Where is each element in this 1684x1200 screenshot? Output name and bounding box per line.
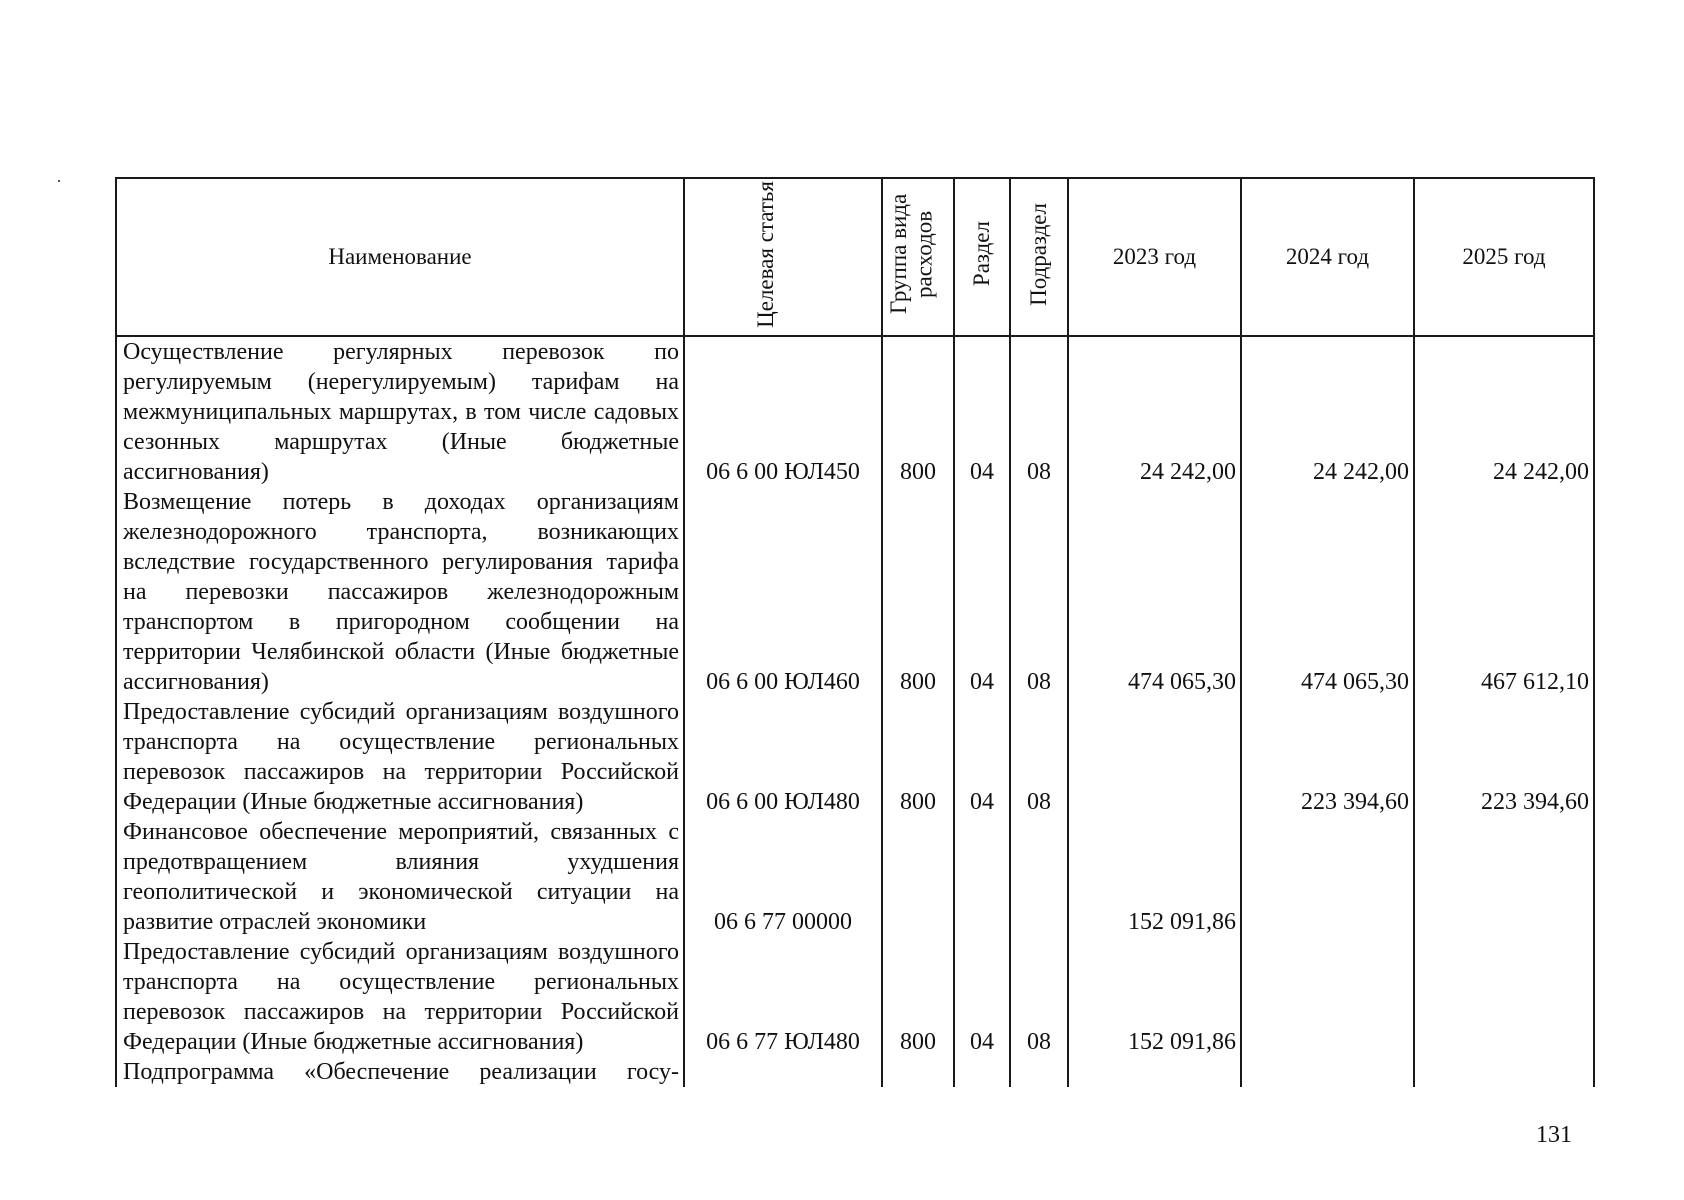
table-row	[116, 817, 1594, 937]
row-2023: 152 091,86	[1068, 937, 1241, 1057]
row-2025: 223 394,60	[1414, 697, 1594, 817]
row-2025	[1414, 1057, 1594, 1087]
row-section: 04	[954, 937, 1010, 1057]
header-2023: 2023 год	[1068, 178, 1241, 336]
row-2024	[1241, 1057, 1414, 1087]
row-group: 800	[882, 697, 954, 817]
table-row	[116, 487, 1594, 697]
page-number: 131	[1536, 1122, 1572, 1148]
row-section: 04	[954, 487, 1010, 697]
row-subsection	[1010, 817, 1068, 937]
row-2023: 24 242,00	[1068, 336, 1241, 487]
row-2025: 24 242,00	[1414, 336, 1594, 487]
row-2024: 474 065,30	[1241, 487, 1414, 697]
row-target: 06 6 77 ЮЛ480	[684, 937, 882, 1057]
row-2025: 467 612,10	[1414, 487, 1594, 697]
row-2023	[1068, 1057, 1241, 1087]
row-subsection: 08	[1010, 697, 1068, 817]
row-target	[684, 1057, 882, 1087]
row-target: 06 6 00 ЮЛ450	[684, 336, 882, 487]
row-section: 04	[954, 697, 1010, 817]
row-name: Финансовое обеспечение мероприятий, связанных с предотвращением влияния ухудшения геополитической и экономической ситуации на развитие отраслей экономики	[116, 817, 684, 937]
header-section: Раздел	[954, 178, 1010, 336]
header-group: Группа вида расходов	[882, 178, 954, 336]
header-2025: 2025 год	[1414, 178, 1594, 336]
row-group	[882, 817, 954, 937]
row-2025	[1414, 937, 1594, 1057]
table-row	[116, 1057, 1594, 1087]
table-row	[116, 937, 1594, 1057]
row-2024	[1241, 817, 1414, 937]
header-2024: 2024 год	[1241, 178, 1414, 336]
row-name: Предоставление субсидий организациям воздушного транспорта на осуществление региональных перевозок пассажиров на территории Российской Федерации (Иные бюджетные ассигнования)	[116, 697, 684, 817]
row-target: 06 6 00 ЮЛ480	[684, 697, 882, 817]
row-group	[882, 1057, 954, 1087]
row-section	[954, 1057, 1010, 1087]
row-2024: 24 242,00	[1241, 336, 1414, 487]
row-target: 06 6 77 00000	[684, 817, 882, 937]
header-subsection: Подраздел	[1010, 178, 1068, 336]
table-header	[116, 178, 1594, 336]
table-body	[116, 336, 1594, 1087]
row-target: 06 6 00 ЮЛ460	[684, 487, 882, 697]
row-2023: 152 091,86	[1068, 817, 1241, 937]
row-name: Подпрограмма «Обеспечение реализации госу-	[116, 1057, 684, 1087]
table-row	[116, 697, 1594, 817]
row-subsection: 08	[1010, 487, 1068, 697]
row-name: Предоставление субсидий организациям воздушного транспорта на осуществление региональных перевозок пассажиров на территории Российской Федерации (Иные бюджетные ассигнования)	[116, 937, 684, 1057]
row-group: 800	[882, 937, 954, 1057]
row-subsection: 08	[1010, 937, 1068, 1057]
row-2024	[1241, 937, 1414, 1057]
row-subsection	[1010, 1057, 1068, 1087]
row-group: 800	[882, 336, 954, 487]
row-section: 04	[954, 336, 1010, 487]
row-2023	[1068, 697, 1241, 817]
header-target: Целевая статья	[684, 178, 882, 336]
row-subsection: 08	[1010, 336, 1068, 487]
budget-table	[115, 177, 1595, 1087]
header-name: Наименование	[116, 178, 684, 336]
row-name: Осуществление регулярных перевозок по регулируемым (нерегулируемым) тарифам на межмуниципальных маршрутах, в том числе садовых сезонных маршрутах (Иные бюджетные ассигнования)	[116, 336, 684, 487]
row-name: Возмещение потерь в доходах организациям железнодорожного транспорта, возникающих вследствие государственного регулирования тарифа на перевозки пассажиров железнодорожным транспортом в пригородном сообщении на территории Челябинской области (Иные бюджетные ассигнования)	[116, 487, 684, 697]
scan-speck	[58, 180, 60, 182]
row-2025	[1414, 817, 1594, 937]
row-2023: 474 065,30	[1068, 487, 1241, 697]
row-group: 800	[882, 487, 954, 697]
row-section	[954, 817, 1010, 937]
row-2024: 223 394,60	[1241, 697, 1414, 817]
table-row	[116, 336, 1594, 487]
